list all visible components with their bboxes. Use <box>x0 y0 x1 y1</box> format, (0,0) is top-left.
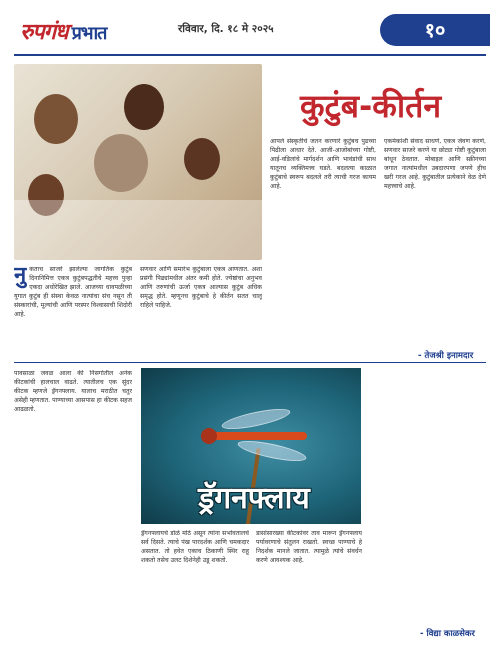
article1-headline: कुटुंब-कीर्तन <box>300 87 442 125</box>
figure-elder <box>94 134 148 192</box>
family-photo <box>14 64 262 260</box>
article1-column-1 <box>14 266 132 358</box>
dragonfly-body <box>211 432 307 440</box>
dragonfly-wing-lower <box>236 437 307 465</box>
masthead <box>0 0 500 62</box>
article1-byline: - तेजश्री इनामदार <box>418 351 474 361</box>
article2-column-2: ड्रॅगनफ्लायचे डोळे मोठे असून त्यांना सभोवतालचे सर्व दिसते. त्याचे पंख पारदर्शक आणि चमकदार असतात. तो हवेत एकाच ठिकाणी स्थिर राहू शकतो तसेच उलट दिशेनेही उडू शकतो. <box>141 530 249 564</box>
brand-sub: प्रभात <box>71 23 107 44</box>
figure-woman <box>124 84 164 130</box>
article2-column-4 <box>370 370 486 620</box>
figure-man <box>34 94 78 144</box>
article1-column-3: एकमेकांशी संवाद साधणे, एकत्र जेवण करणे, सणवार साजरे करणे या छोट्या गोष्टी कुटुंबाला बांधून ठेवतात. मोबाइल आणि स्क्रीनच्या जगात नात्यांमधील उबदारपणा जपणे हीच खरी गरज आहे. कुटुंबातील प्रत्येकाने वेळ देणे महत्त्वाचे आहे. <box>384 138 486 190</box>
dragonfly-wing-upper <box>220 405 291 433</box>
page-number: १० <box>380 14 490 46</box>
article2-byline: - विद्या काळसेकर <box>420 629 475 639</box>
article1-column-1-text: कताच साजरे झालेल्या जागतिक कुटुंब दिनानिमित्त एकत्र कुटुंबपद्धतीचे महत्त्व पुन्हा एकदा अधोरेखित झाले. आजच्या धावपळीच्या युगात कुटुंब ही संस्था केवळ नात्यांचा संच नसून ती संस्कारांची, मूल्यांची आणि परस्पर विश्वासाची शिदोरी आहे. <box>14 266 132 318</box>
article2-column-3: डासांसारख्या कीटकांवर ताव मारून ड्रॅगनफ्लाय पर्यावरणाचे संतुलन राखतो. स्वच्छ पाण्याचे हे निदर्शक मानले जातात. त्यामुळे त्यांचे संवर्धन करणे आवश्यक आहे. <box>256 530 362 564</box>
masthead-rule <box>14 54 486 56</box>
article2-column-1: पावसाळा जवळ आला की निसर्गातील अनेक कीटकांची हालचाल वाढते. त्यातीलच एक सुंदर कीटक म्हणजे ड्रॅगनफ्लाय. यालाच मराठीत चतुर असेही म्हणतात. पाण्याच्या आसपास हा कीटक सहज आढळतो. <box>14 370 132 413</box>
dragonfly-head <box>201 428 217 444</box>
figure-girl <box>184 138 220 180</box>
article1-column-4: सणवार आणि समारंभ कुटुंबाला एकत्र आणतात. अशा प्रसंगी पिढ्यांमधील अंतर कमी होते. ज्येष्ठांचा अनुभव आणि तरुणांची ऊर्जा एकत्र आल्यास कुटुंब अधिक समृद्ध होते. म्हणूनच कुटुंबाचे हे कीर्तन सतत चालू राहिले पाहिजे. <box>140 266 262 309</box>
brand-main: रुपगंध <box>20 19 68 45</box>
photo-foreground <box>14 200 262 260</box>
dateline: रविवार, दि. १८ मे २०२५ <box>178 23 274 35</box>
article-separator <box>14 362 486 363</box>
article1-column-2: आपले संस्कृतीचे जतन करणारे कुटुंबच पुढच्या पिढीला आधार देते. आजी-आजोबांच्या गोष्टी, आई-वडिलांचे मार्गदर्शन आणि भावंडांची साथ यातूनच व्यक्तिमत्त्व घडते. बदलत्या काळात कुटुंबाचे स्वरूप बदलले तरी त्याची गरज कायम आहे. <box>270 138 376 190</box>
dropcap: नु <box>14 266 27 288</box>
article2-headline: ड्रॅगनफ्लाय <box>198 481 310 516</box>
brand-logo <box>20 16 106 46</box>
